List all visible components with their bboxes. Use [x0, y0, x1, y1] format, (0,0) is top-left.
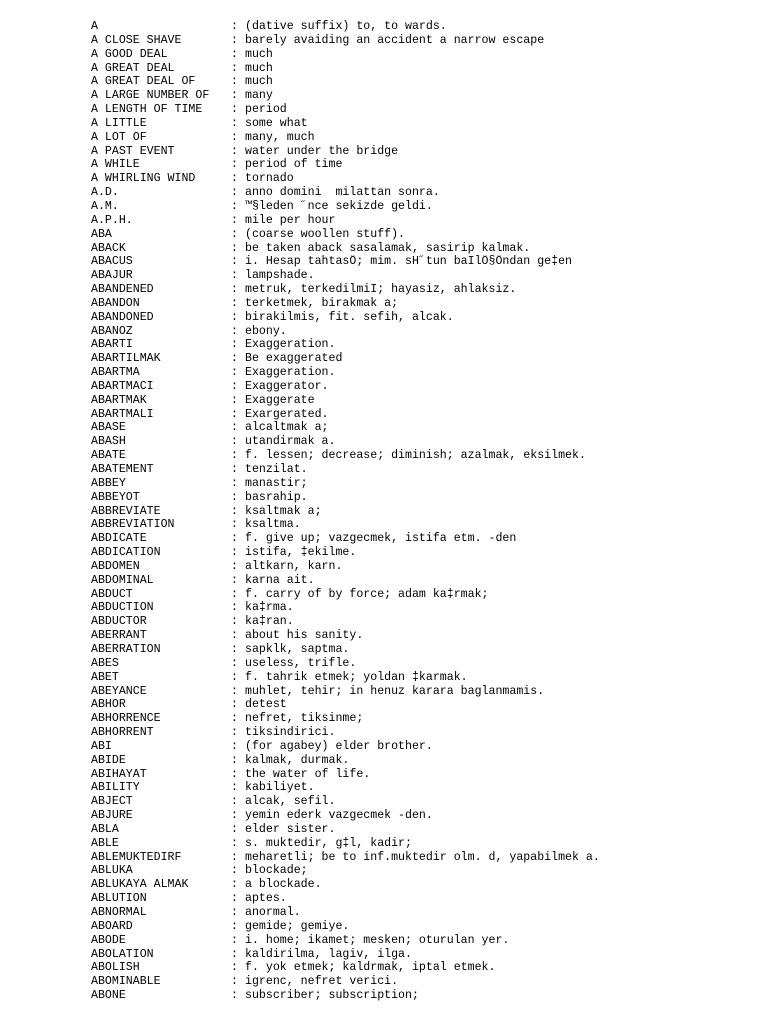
entry-separator: : [231, 199, 238, 213]
entry-definition: Exaggeration. [245, 338, 336, 352]
dictionary-entry [91, 671, 751, 685]
entry-separator: : [231, 739, 238, 753]
entry-term: ABARTILMAK [91, 352, 161, 366]
dictionary-entry [91, 214, 751, 228]
entry-term: ABLEMUKTEDIRF [91, 850, 182, 864]
entry-definition: much [245, 61, 273, 75]
entry-definition: f. carry of by force; adam ka‡rmak; [245, 587, 489, 601]
entry-term: ABHOR [91, 698, 126, 712]
entry-separator: : [231, 781, 238, 795]
entry-term: ABDOMINAL [91, 573, 154, 587]
dictionary-entry [91, 878, 751, 892]
dictionary-entry [91, 394, 751, 408]
entry-separator: : [231, 933, 238, 947]
dictionary-entry [91, 338, 751, 352]
entry-term: ABDOMEN [91, 559, 140, 573]
dictionary-entry [91, 601, 751, 615]
entry-separator: : [231, 241, 238, 255]
entry-definition: f. lessen; decrease; diminish; azalmak, eksilmek. [245, 449, 586, 463]
entry-definition: lampshade. [245, 269, 315, 283]
entry-definition: f. tahrik etmek; yoldan ‡karmak. [245, 670, 468, 684]
entry-term: ABARTI [91, 338, 133, 352]
entry-term: ABJURE [91, 809, 133, 823]
entry-term: ABONE [91, 989, 126, 1003]
entry-separator: : [231, 684, 238, 698]
entry-separator: : [231, 504, 238, 518]
entry-separator: : [231, 463, 238, 476]
dictionary-entry [91, 325, 751, 339]
entry-definition: much [245, 75, 273, 89]
dictionary-entry [91, 546, 751, 560]
entry-term: ABBREVIATION [91, 518, 175, 532]
entry-definition: (dative suffix) to, to wards. [245, 20, 447, 33]
dictionary-list [91, 20, 751, 1003]
entry-term: ABDUCTION [91, 601, 154, 615]
entry-separator: : [231, 864, 238, 878]
dictionary-entry [91, 269, 751, 283]
entry-term: ABDUCTOR [91, 615, 147, 629]
entry-definition: Exargerated. [245, 407, 329, 421]
entry-definition: Be exaggerated [245, 352, 343, 366]
entry-term: ABERRATION [91, 642, 161, 656]
entry-separator: : [231, 767, 238, 781]
entry-term: ABACK [91, 241, 126, 255]
entry-term: ABERRANT [91, 629, 147, 643]
entry-term: ABLE [91, 836, 119, 850]
entry-term: ABARTMACI [91, 379, 154, 393]
entry-definition: kaldirilma, lagiv, ilga. [245, 947, 412, 961]
entry-definition: useless, trifle. [245, 656, 357, 670]
entry-separator: : [231, 116, 238, 130]
entry-term: ABDUCT [91, 587, 133, 601]
entry-definition: birakilmis, fit. sefih, alcak. [245, 310, 454, 324]
entry-term: A GOOD DEAL [91, 47, 168, 61]
entry-separator: : [231, 172, 238, 186]
entry-term: A WHIRLING WIND [91, 172, 196, 186]
dictionary-entry [91, 408, 751, 422]
entry-definition: about his sanity. [245, 629, 364, 643]
dictionary-entry [91, 505, 751, 519]
entry-term: ABDICATE [91, 532, 147, 546]
entry-term: ABLUKAYA ALMAK [91, 878, 189, 892]
entry-term: ABBEYOT [91, 490, 140, 504]
entry-separator: : [231, 213, 238, 227]
entry-term: A LITTLE [91, 116, 147, 130]
entry-definition: water under the bridge [245, 144, 399, 158]
entry-term: A LOT OF [91, 130, 147, 144]
dictionary-entry [91, 532, 751, 546]
entry-definition: muhlet, tehir; in henuz karara baglanmamis. [245, 684, 545, 698]
dictionary-entry [91, 518, 751, 532]
entry-separator: : [231, 726, 238, 740]
entry-definition: s. muktedir, g‡l, kadir; [245, 836, 412, 850]
entry-separator: : [231, 892, 238, 906]
dictionary-entry [91, 145, 751, 159]
entry-definition: many [245, 89, 273, 103]
entry-separator: : [231, 338, 238, 352]
dictionary-entry [91, 837, 751, 851]
entry-definition: igrenc, nefret verici. [245, 975, 399, 989]
entry-definition: sapklk, saptma. [245, 642, 350, 656]
entry-term: ABEYANCE [91, 684, 147, 698]
entry-term: ABHORRENT [91, 726, 154, 740]
dictionary-entry [91, 34, 751, 48]
entry-term: A GREAT DEAL [91, 61, 175, 75]
dictionary-entry [91, 698, 751, 712]
entry-definition: basrahip. [245, 490, 308, 504]
entry-definition: istifa, ‡ekilme. [245, 546, 357, 560]
entry-separator: : [231, 33, 238, 47]
dictionary-entry [91, 48, 751, 62]
entry-term: ABOLISH [91, 961, 140, 975]
entry-definition: ka‡ran. [245, 615, 294, 629]
entry-separator: : [231, 407, 238, 421]
entry-definition: (coarse woollen stuff). [245, 227, 406, 241]
entry-separator: : [231, 518, 238, 532]
entry-definition: Exaggeration. [245, 366, 336, 380]
entry-separator: : [231, 310, 238, 324]
dictionary-entry [91, 934, 751, 948]
entry-definition: i. Hesap tahtasÖ; mim. sH˝tun baIlÖ§Öndan ge‡en [245, 255, 572, 269]
entry-term: A [91, 20, 98, 33]
entry-definition: ksaltma. [245, 518, 301, 532]
entry-term: ABANDONED [91, 310, 154, 324]
dictionary-entry [91, 989, 751, 1003]
dictionary-entry [91, 186, 751, 200]
entry-definition: period [245, 103, 287, 117]
entry-separator: : [231, 366, 238, 380]
entry-separator: : [231, 435, 238, 449]
entry-separator: : [231, 227, 238, 241]
entry-separator: : [231, 822, 238, 836]
dictionary-entry [91, 657, 751, 671]
entry-separator: : [231, 601, 238, 615]
dictionary-entry [91, 920, 751, 934]
entry-separator: : [231, 20, 238, 33]
entry-term: ABACUS [91, 255, 133, 269]
entry-definition: the water of life. [245, 767, 371, 781]
entry-term: A GREAT DEAL OF [91, 75, 196, 89]
dictionary-entry [91, 228, 751, 242]
entry-term: ABANDENED [91, 283, 154, 297]
entry-definition: aptes. [245, 892, 287, 906]
dictionary-entry [91, 629, 751, 643]
entry-definition: alcaltmak a; [245, 421, 329, 435]
entry-term: A CLOSE SHAVE [91, 33, 182, 47]
dictionary-entry [91, 781, 751, 795]
entry-separator: : [231, 476, 238, 490]
entry-definition: much [245, 47, 273, 61]
dictionary-entry [91, 117, 751, 131]
dictionary-entry [91, 809, 751, 823]
entry-definition: ksaltmak a; [245, 504, 322, 518]
dictionary-entry [91, 615, 751, 629]
entry-separator: : [231, 712, 238, 726]
entry-separator: : [231, 89, 238, 103]
dictionary-entry [91, 712, 751, 726]
entry-term: A LARGE NUMBER OF [91, 89, 210, 103]
entry-term: ABHORRENCE [91, 712, 161, 726]
entry-separator: : [231, 753, 238, 767]
dictionary-entry [91, 560, 751, 574]
entry-definition: f. give up; vazgecmek, istifa etm. -den [245, 532, 517, 546]
entry-separator: : [231, 587, 238, 601]
entry-term: ABAJUR [91, 269, 133, 283]
entry-definition: nefret, tiksinme; [245, 712, 364, 726]
entry-term: ABET [91, 670, 119, 684]
entry-separator: : [231, 906, 238, 919]
entry-separator: : [231, 393, 238, 407]
entry-separator: : [231, 324, 238, 338]
entry-separator: : [231, 283, 238, 297]
entry-definition: anno domini milattan sonra. [245, 186, 440, 200]
entry-term: ABES [91, 656, 119, 670]
entry-term: A.D. [91, 186, 119, 200]
entry-definition: ka‡rma. [245, 601, 294, 615]
entry-separator: : [231, 186, 238, 200]
entry-definition: yemin ederk vazgecmek -den. [245, 809, 433, 823]
entry-separator: : [231, 919, 238, 933]
entry-term: ABASH [91, 435, 126, 449]
entry-definition: metruk, terkedilmiI; hayasiz, ahlaksiz. [245, 283, 517, 297]
entry-definition: alcak, sefil. [245, 795, 336, 809]
dictionary-entry [91, 352, 751, 366]
dictionary-entry [91, 62, 751, 76]
dictionary-entry [91, 366, 751, 380]
dictionary-entry [91, 961, 751, 975]
entry-separator: : [231, 559, 238, 573]
dictionary-entry [91, 242, 751, 256]
dictionary-entry [91, 283, 751, 297]
dictionary-entry [91, 200, 751, 214]
entry-definition: f. yok etmek; kaldrmak, iptal etmek. [245, 961, 496, 975]
dictionary-entry [91, 851, 751, 865]
entry-definition: gemide; gemiye. [245, 919, 350, 933]
entry-definition: blockade; [245, 864, 308, 878]
dictionary-entry [91, 172, 751, 186]
entry-term: ABJECT [91, 795, 133, 809]
entry-term: ABDICATION [91, 546, 161, 560]
dictionary-entry [91, 297, 751, 311]
dictionary-entry [91, 975, 751, 989]
dictionary-entry [91, 463, 751, 477]
entry-definition: Exaggerate [245, 393, 315, 407]
dictionary-entry [91, 906, 751, 920]
entry-separator: : [231, 75, 238, 89]
entry-term: ABBEY [91, 476, 126, 490]
entry-term: ABOMINABLE [91, 975, 161, 989]
dictionary-entry [91, 892, 751, 906]
entry-separator: : [231, 490, 238, 504]
entry-definition: ebony. [245, 324, 287, 338]
entry-definition: terketmek, birakmak a; [245, 296, 399, 310]
entry-definition: ™§leden ˝nce sekizde geldi. [245, 199, 433, 213]
dictionary-entry [91, 103, 751, 117]
entry-separator: : [231, 546, 238, 560]
dictionary-entry [91, 89, 751, 103]
entry-term: ABIHAYAT [91, 767, 147, 781]
entry-term: ABLUTION [91, 892, 147, 906]
entry-separator: : [231, 269, 238, 283]
entry-definition: meharetli; be to inf.muktedir olm. d, yapabilmek a. [245, 850, 600, 864]
entry-separator: : [231, 449, 238, 463]
entry-separator: : [231, 698, 238, 712]
entry-separator: : [231, 255, 238, 269]
entry-definition: elder sister. [245, 822, 336, 836]
dictionary-entry [91, 768, 751, 782]
dictionary-entry [91, 754, 751, 768]
entry-term: ABILITY [91, 781, 140, 795]
entry-definition: Exaggerator. [245, 379, 329, 393]
dictionary-entry [91, 491, 751, 505]
dictionary-entry [91, 823, 751, 837]
entry-term: ABOLATION [91, 947, 154, 961]
entry-separator: : [231, 642, 238, 656]
entry-definition: karna ait. [245, 573, 315, 587]
entry-definition: kabiliyet. [245, 781, 315, 795]
entry-separator: : [231, 656, 238, 670]
dictionary-entry [91, 588, 751, 602]
entry-definition: be taken aback sasalamak, sasirip kalmak. [245, 241, 531, 255]
entry-term: ABARTMAK [91, 393, 147, 407]
entry-term: ABI [91, 739, 112, 753]
entry-term: A.P.H. [91, 213, 133, 227]
entry-term: ABATE [91, 449, 126, 463]
entry-separator: : [231, 144, 238, 158]
dictionary-entry [91, 380, 751, 394]
entry-definition: detest [245, 698, 287, 712]
entry-term: ABATEMENT [91, 463, 154, 476]
entry-definition: kalmak, durmak. [245, 753, 350, 767]
entry-term: ABOARD [91, 919, 133, 933]
entry-definition: anormal. [245, 906, 301, 919]
entry-separator: : [231, 47, 238, 61]
entry-definition: a blockade. [245, 878, 322, 892]
dictionary-entry [91, 948, 751, 962]
entry-separator: : [231, 947, 238, 961]
entry-definition: tenzilat. [245, 463, 308, 476]
entry-definition: altkarn, karn. [245, 559, 343, 573]
entry-separator: : [231, 850, 238, 864]
dictionary-entry [91, 477, 751, 491]
entry-separator: : [231, 296, 238, 310]
entry-separator: : [231, 61, 238, 75]
entry-definition: many, much [245, 130, 315, 144]
entry-separator: : [231, 352, 238, 366]
entry-separator: : [231, 573, 238, 587]
entry-separator: : [231, 809, 238, 823]
entry-separator: : [231, 615, 238, 629]
entry-definition: some what [245, 116, 308, 130]
dictionary-entry [91, 435, 751, 449]
entry-term: ABA [91, 227, 112, 241]
entry-separator: : [231, 670, 238, 684]
entry-term: ABBREVIATE [91, 504, 161, 518]
entry-term: A.M. [91, 199, 119, 213]
dictionary-entry [91, 75, 751, 89]
entry-separator: : [231, 130, 238, 144]
entry-term: ABARTMALI [91, 407, 154, 421]
entry-definition: manastir; [245, 476, 308, 490]
entry-definition: period of time [245, 158, 343, 172]
entry-separator: : [231, 878, 238, 892]
dictionary-entry [91, 421, 751, 435]
entry-separator: : [231, 961, 238, 975]
dictionary-entry [91, 574, 751, 588]
entry-definition: tiksindirici. [245, 726, 336, 740]
entry-separator: : [231, 836, 238, 850]
dictionary-entry [91, 643, 751, 657]
entry-separator: : [231, 421, 238, 435]
entry-definition: (for agabey) elder brother. [245, 739, 433, 753]
entry-term: A PAST EVENT [91, 144, 175, 158]
entry-term: ABIDE [91, 753, 126, 767]
dictionary-entry [91, 740, 751, 754]
dictionary-entry [91, 131, 751, 145]
entry-separator: : [231, 379, 238, 393]
entry-term: ABODE [91, 933, 126, 947]
entry-term: ABNORMAL [91, 906, 147, 919]
entry-separator: : [231, 103, 238, 117]
dictionary-entry [91, 864, 751, 878]
entry-definition: tornado [245, 172, 294, 186]
entry-separator: : [231, 989, 238, 1003]
entry-separator: : [231, 158, 238, 172]
dictionary-entry [91, 158, 751, 172]
dictionary-entry [91, 449, 751, 463]
entry-term: ABLA [91, 822, 119, 836]
entry-term: ABARTMA [91, 366, 140, 380]
dictionary-entry [91, 255, 751, 269]
entry-term: A LENGTH OF TIME [91, 103, 203, 117]
entry-definition: subscriber; subscription; [245, 989, 419, 1003]
entry-definition: utandirmak a. [245, 435, 336, 449]
entry-definition: barely avaiding an accident a narrow escape [245, 33, 545, 47]
dictionary-entry [91, 795, 751, 809]
entry-term: ABANOZ [91, 324, 133, 338]
dictionary-entry [91, 311, 751, 325]
entry-term: ABLUKA [91, 864, 133, 878]
dictionary-entry [91, 726, 751, 740]
dictionary-entry [91, 20, 751, 34]
entry-separator: : [231, 795, 238, 809]
entry-separator: : [231, 975, 238, 989]
entry-separator: : [231, 629, 238, 643]
entry-term: ABASE [91, 421, 126, 435]
entry-definition: i. home; ikamet; mesken; oturulan yer. [245, 933, 510, 947]
entry-term: A WHILE [91, 158, 140, 172]
entry-term: ABANDON [91, 296, 140, 310]
entry-separator: : [231, 532, 238, 546]
dictionary-entry [91, 685, 751, 699]
entry-definition: mile per hour [245, 213, 336, 227]
